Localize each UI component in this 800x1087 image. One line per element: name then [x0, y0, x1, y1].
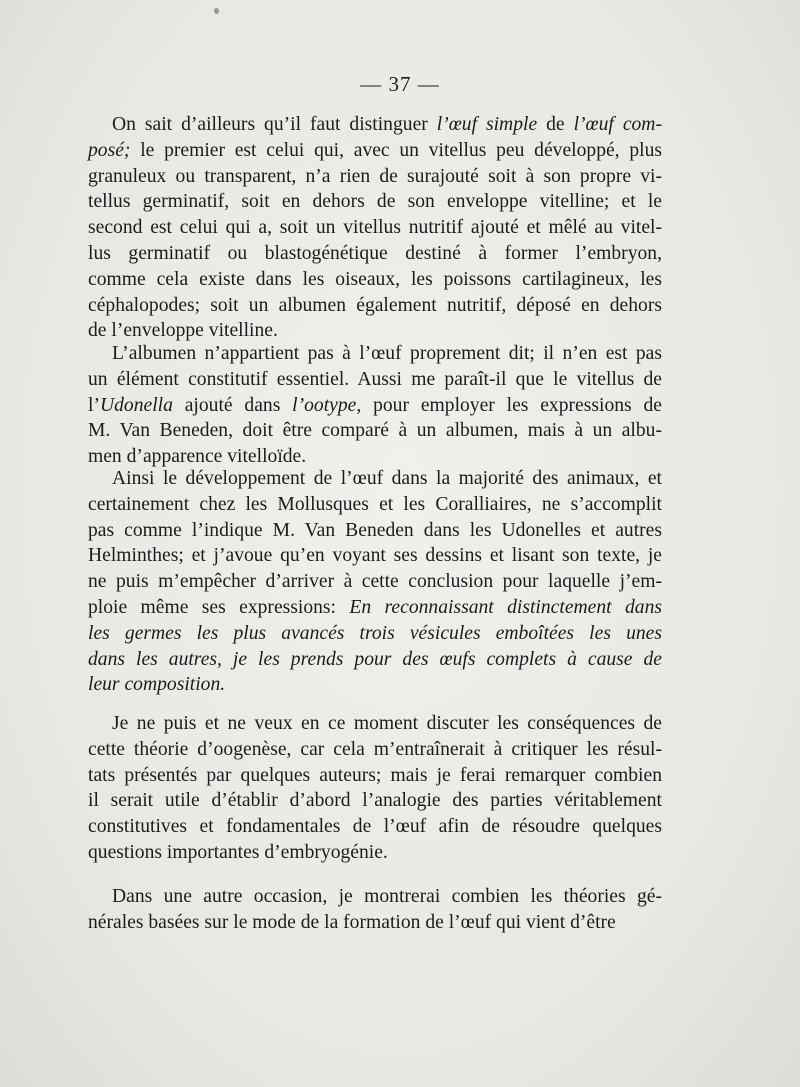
- text-run: certainement chez les Mollusques et les Coralliaires, ne s’accomplit: [88, 493, 662, 515]
- text-run: ajouté dans: [172, 394, 293, 416]
- text-run: l’: [88, 394, 100, 416]
- text-line: [88, 112, 662, 138]
- italic-text: l’œuf com-: [573, 114, 662, 135]
- text-line: [88, 189, 662, 215]
- italic-text: posé;: [88, 139, 131, 161]
- text-line: [88, 595, 662, 621]
- text-line: [88, 840, 662, 866]
- text-line: [88, 814, 662, 840]
- text-line: [88, 492, 662, 518]
- text-line: [88, 367, 662, 393]
- text-line: [88, 518, 662, 544]
- text-run: M. Van Beneden, doit être comparé à un albumen, mais à un albu-: [88, 420, 662, 442]
- text-line: [88, 910, 662, 936]
- text-run: questions importantes d’embryogénie.: [88, 841, 388, 863]
- text-line: [88, 466, 662, 492]
- paragraph-3: [88, 466, 662, 698]
- page-number: — 37 —: [360, 72, 440, 96]
- text-line: [88, 293, 662, 319]
- text-line: [88, 672, 662, 698]
- text-run: On sait d’ailleurs qu’il faut distinguer: [112, 114, 437, 135]
- text-line: [88, 418, 662, 444]
- italic-text: les germes les plus avancés trois vésicules emboîtées les unes: [88, 622, 662, 644]
- text-line: [88, 763, 662, 789]
- italic-text: En reconnaissant distinctement dans: [349, 596, 662, 618]
- text-run: ne puis m’empêcher d’arriver à cette conclusion pour laquelle j’em-: [88, 571, 662, 593]
- text-run: céphalopodes; soit un albumen également nutritif, déposé en dehors: [88, 294, 662, 316]
- text-run: de l’enveloppe vitelline.: [88, 320, 278, 342]
- text-line: [88, 393, 662, 419]
- text-run: comme cela existe dans les oiseaux, les poissons cartilagineux, les: [88, 268, 662, 290]
- text-line: [88, 569, 662, 595]
- italic-text: Udonella: [99, 394, 173, 416]
- text-line: [88, 241, 662, 267]
- text-run: L’albumen n’appartient pas à l’œuf proprement dit; il n’en est pas: [112, 343, 662, 364]
- text-run: le premier est celui qui, avec un vitellus peu développé, plus: [130, 139, 662, 161]
- text-line: [88, 621, 662, 647]
- text-run: pour employer les expressions de: [361, 394, 662, 416]
- text-run: lus germinatif ou blastogénétique destiné à former l’embryon,: [88, 242, 662, 264]
- paragraph-1: [88, 112, 662, 344]
- text-line: [88, 711, 662, 737]
- text-line: [88, 164, 662, 190]
- text-line: [88, 138, 662, 164]
- paragraph-4: [88, 711, 662, 866]
- text-line: [88, 543, 662, 569]
- text-line: [88, 341, 662, 367]
- text-run: il serait utile d’établir d’abord l’analogie des parties véritablement: [88, 790, 662, 812]
- text-line: [88, 884, 662, 910]
- text-run: pas comme l’indique M. Van Beneden dans les Udonelles et autres: [88, 519, 662, 541]
- text-line: [88, 215, 662, 241]
- paragraph-5: [88, 884, 662, 936]
- text-run: tats présentés par quelques auteurs; mais je ferai remarquer combien: [88, 764, 662, 786]
- text-run: ploie même ses expressions:: [88, 596, 350, 618]
- text-run: de: [537, 114, 574, 135]
- text-run: granuleux ou transparent, n’a rien de surajouté soit à son propre vi-: [88, 165, 662, 187]
- text-line: [88, 267, 662, 293]
- italic-text: dans les autres, je les prends pour des œufs complets à cause de: [88, 648, 662, 670]
- text-line: [88, 788, 662, 814]
- text-run: Dans une autre occasion, je montrerai combien les théories gé-: [112, 886, 662, 907]
- text-run: Je ne puis et ne veux en ce moment discuter les conséquences de: [112, 713, 662, 734]
- text-run: cette théorie d’oogenèse, car cela m’entraînerait à critiquer les résul-: [88, 738, 662, 760]
- text-run: Ainsi le développement de l’œuf dans la majorité des animaux, et: [112, 468, 662, 489]
- italic-text: l’œuf simple: [436, 114, 538, 135]
- text-line: [88, 647, 662, 673]
- text-run: men d’apparence vitelloïde.: [88, 446, 307, 468]
- text-line: [88, 737, 662, 763]
- ink-speck: [214, 8, 219, 14]
- text-run: Helminthes; et j’avoue qu’en voyant ses dessins et lisant son texte, je: [88, 545, 662, 567]
- text-run: tellus germinatif, soit en dehors de son enveloppe vitelline; et le: [88, 191, 662, 213]
- italic-text: l’ootype,: [292, 394, 362, 416]
- italic-text: leur composition.: [88, 674, 226, 696]
- paragraph-2: [88, 341, 662, 470]
- text-run: constitutives et fondamentales de l’œuf afin de résoudre quelques: [88, 816, 662, 838]
- text-run: nérales basées sur le mode de la formation de l’œuf qui vient d’être: [88, 911, 616, 933]
- text-run: second est celui qui a, soit un vitellus nutritif ajouté et mêlé au vitel-: [88, 217, 662, 239]
- text-run: un élément constitutif essentiel. Aussi me paraît-il que le vitellus de: [88, 368, 662, 390]
